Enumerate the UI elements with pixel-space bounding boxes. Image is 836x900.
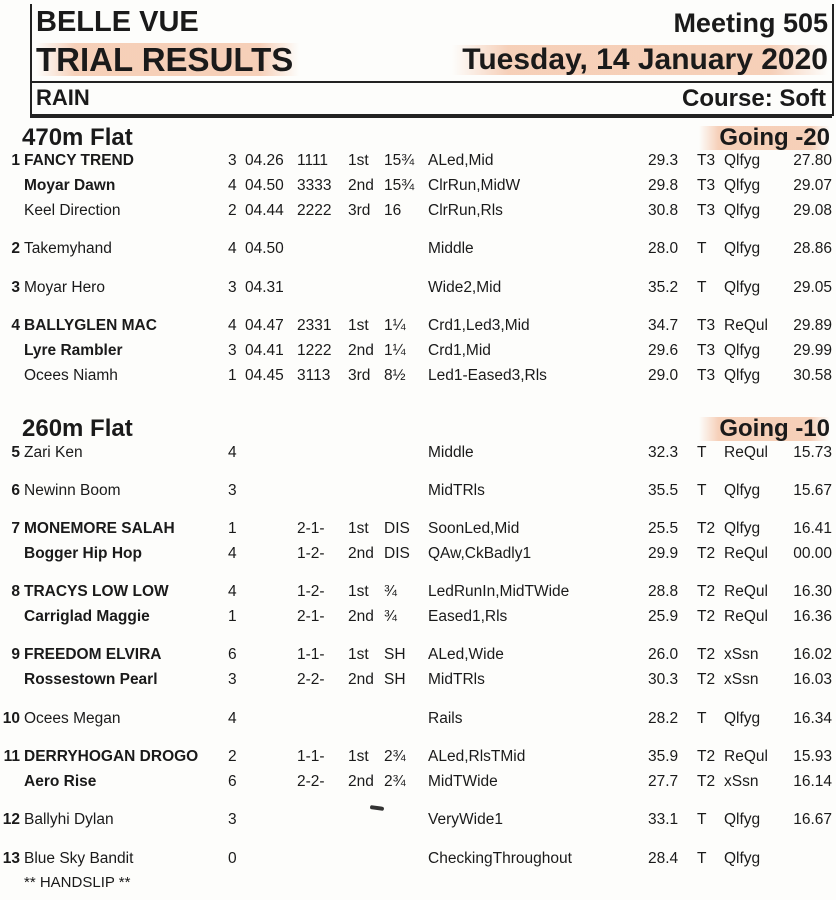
trial-type: T	[697, 710, 707, 727]
qualification: xSsn	[724, 646, 759, 663]
qualification: ReQul	[724, 444, 768, 461]
run-time: 16.41	[793, 520, 832, 537]
remarks: Middle	[428, 240, 474, 257]
table-row	[0, 315, 836, 337]
weight: 28.8	[648, 583, 679, 600]
weather: RAIN	[36, 85, 90, 110]
qualification: Qlfyg	[724, 811, 761, 828]
row-number: 12	[2, 811, 20, 828]
finish-position: 3rd	[348, 367, 371, 384]
qualification: Qlfyg	[724, 342, 761, 359]
distance: 2¾	[384, 773, 406, 790]
table-row	[0, 746, 836, 768]
split-time: 04.44	[245, 202, 284, 219]
weight: 28.0	[648, 240, 679, 257]
remarks: Crd1,Mid	[428, 342, 491, 359]
trap: 3	[228, 342, 237, 359]
weight: 29.8	[648, 177, 679, 194]
distance: 8½	[384, 367, 406, 384]
table-row	[0, 442, 836, 464]
qualification: Qlfyg	[724, 520, 761, 537]
row-number: 7	[11, 520, 20, 537]
trap: 4	[228, 240, 237, 257]
trial-type: T	[697, 482, 707, 499]
row-number: 10	[2, 710, 20, 727]
run-time: 15.67	[793, 482, 832, 499]
run-time: 16.30	[793, 583, 832, 600]
qualification: ReQul	[724, 748, 768, 765]
run-time: 16.67	[793, 811, 832, 828]
dog-name: DERRYHOGAN DROGO	[24, 748, 199, 765]
distance: ¾	[384, 583, 397, 600]
trap: 4	[228, 545, 237, 562]
trial-type: T3	[697, 177, 716, 194]
handslip-note: ** HANDSLIP **	[24, 874, 131, 891]
run-time: 29.05	[793, 279, 832, 296]
run-time: 29.07	[793, 177, 832, 194]
split-time: 04.50	[245, 240, 284, 257]
distance: 16	[384, 202, 402, 219]
sectionals: 2-2-	[297, 671, 325, 688]
row-number: 8	[11, 583, 20, 600]
trap: 6	[228, 773, 237, 790]
table-row	[0, 238, 836, 260]
trap: 1	[228, 608, 237, 625]
weight: 30.8	[648, 202, 679, 219]
weight: 29.9	[648, 545, 679, 562]
sectionals: 1-1-	[297, 646, 325, 663]
sectionals: 3333	[297, 177, 332, 194]
qualification: Qlfyg	[724, 850, 761, 867]
trap: 4	[228, 710, 237, 727]
trial-type: T	[697, 279, 707, 296]
distance: SH	[384, 671, 406, 688]
trap: 1	[228, 367, 237, 384]
trial-type: T2	[697, 520, 716, 537]
remarks: SoonLed,Mid	[428, 520, 520, 537]
finish-position: 2nd	[348, 773, 374, 790]
finish-position: 1st	[348, 748, 369, 765]
dog-name: Bogger Hip Hop	[24, 545, 142, 562]
table-row	[0, 809, 836, 831]
run-time: 27.80	[793, 152, 832, 169]
distance: 1¼	[384, 342, 406, 359]
run-time: 15.73	[793, 444, 832, 461]
run-time: 16.02	[793, 646, 832, 663]
run-time: 29.89	[793, 317, 832, 334]
row-number: 1	[11, 152, 20, 169]
run-time: 16.34	[793, 710, 832, 727]
finish-position: 3rd	[348, 202, 371, 219]
weight: 25.5	[648, 520, 679, 537]
distance: DIS	[384, 520, 410, 537]
dog-name: Moyar Hero	[24, 279, 105, 296]
distance: 15¾	[384, 177, 415, 194]
trial-type: T2	[697, 545, 716, 562]
split-time: 04.31	[245, 279, 284, 296]
trial-type: T2	[697, 773, 716, 790]
dog-name: Rossestown Pearl	[24, 671, 158, 688]
sectionals: 2222	[297, 202, 332, 219]
remarks: Eased1,Rls	[428, 608, 508, 625]
weight: 30.3	[648, 671, 679, 688]
qualification: Qlfyg	[724, 710, 761, 727]
finish-position: 2nd	[348, 177, 374, 194]
dog-name: Carriglad Maggie	[24, 608, 150, 625]
qualification: xSsn	[724, 773, 759, 790]
trap: 4	[228, 444, 237, 461]
row-number: 2	[11, 240, 20, 257]
table-row	[0, 644, 836, 666]
weight: 25.9	[648, 608, 679, 625]
trial-type: T2	[697, 748, 716, 765]
run-time: 28.86	[793, 240, 832, 257]
table-row	[0, 200, 836, 222]
remarks: ClrRun,MidW	[428, 177, 521, 194]
sectionals: 2331	[297, 317, 332, 334]
run-time: 29.08	[793, 202, 832, 219]
trap: 1	[228, 520, 237, 537]
trial-type: T3	[697, 342, 716, 359]
distance: 1¼	[384, 317, 406, 334]
distance: ¾	[384, 608, 397, 625]
remarks: VeryWide1	[428, 811, 503, 828]
qualification: Qlfyg	[724, 177, 761, 194]
sectionals: 1-2-	[297, 583, 325, 600]
trial-type: T3	[697, 317, 716, 334]
table-row	[0, 848, 836, 870]
weight: 29.6	[648, 342, 679, 359]
remarks: ALed,RlsTMid	[428, 748, 526, 765]
sectionals: 2-1-	[297, 520, 325, 537]
finish-position: 2nd	[348, 545, 374, 562]
table-row	[0, 606, 836, 628]
section-title-470m: 470m Flat	[22, 124, 133, 151]
qualification: xSsn	[724, 671, 759, 688]
remarks: ClrRun,Rls	[428, 202, 503, 219]
run-time: 00.00	[793, 545, 832, 562]
row-number: 13	[2, 850, 20, 867]
trial-type: T	[697, 850, 707, 867]
finish-position: 1st	[348, 583, 369, 600]
remarks: LedRunIn,MidTWide	[428, 583, 570, 600]
row-number: 11	[3, 748, 20, 765]
table-row	[0, 669, 836, 691]
split-time: 04.50	[245, 177, 284, 194]
meeting-number: Meeting 505	[673, 8, 828, 38]
sectionals: 3113	[297, 367, 331, 384]
header-bottom-rule	[30, 116, 832, 118]
weight: 34.7	[648, 317, 679, 334]
dog-name: Keel Direction	[24, 202, 121, 219]
distance: 2¾	[384, 748, 406, 765]
table-row	[0, 480, 836, 502]
sectionals: 1-2-	[297, 545, 325, 562]
section-going-470m: Going -20	[699, 126, 830, 150]
qualification: Qlfyg	[724, 152, 761, 169]
remarks: ALed,Mid	[428, 152, 494, 169]
run-time: 16.14	[793, 773, 832, 790]
dog-name: Newinn Boom	[24, 482, 121, 499]
distance: 15¾	[384, 152, 415, 169]
table-row	[0, 175, 836, 197]
dog-name: Aero Rise	[24, 773, 97, 790]
trial-type: T2	[697, 671, 716, 688]
qualification: ReQul	[724, 317, 768, 334]
dog-name: Lyre Rambler	[24, 342, 123, 359]
remarks: Wide2,Mid	[428, 279, 502, 296]
trial-type: T2	[697, 608, 716, 625]
split-time: 04.47	[245, 317, 284, 334]
dog-name: MONEMORE SALAH	[24, 520, 175, 537]
split-time: 04.26	[245, 152, 284, 169]
remarks: MidTRls	[428, 482, 485, 499]
table-row	[0, 365, 836, 387]
finish-position: 2nd	[348, 671, 374, 688]
weight: 29.0	[648, 367, 679, 384]
finish-position: 1st	[348, 152, 369, 169]
qualification: ReQul	[724, 608, 768, 625]
course-condition: Course: Soft	[682, 85, 826, 112]
sectionals: 1-1-	[297, 748, 325, 765]
qualification: ReQul	[724, 583, 768, 600]
trap: 4	[228, 317, 237, 334]
dog-name: FANCY TREND	[24, 152, 134, 169]
trial-type: T3	[697, 367, 716, 384]
trap: 2	[228, 748, 237, 765]
weight: 26.0	[648, 646, 679, 663]
table-row	[0, 518, 836, 540]
qualification: Qlfyg	[724, 367, 761, 384]
trap: 3	[228, 279, 237, 296]
remarks: ALed,Wide	[428, 646, 504, 663]
run-time: 16.36	[793, 608, 832, 625]
finish-position: 1st	[348, 317, 369, 334]
table-row	[0, 340, 836, 362]
weight: 27.7	[648, 773, 679, 790]
qualification: Qlfyg	[724, 482, 761, 499]
row-number: 6	[11, 482, 20, 499]
section-title-260m: 260m Flat	[22, 415, 133, 442]
dog-name: Blue Sky Bandit	[24, 850, 134, 867]
venue-title: BELLE VUE	[36, 6, 199, 38]
split-time: 04.41	[245, 342, 284, 359]
row-number: 5	[11, 444, 20, 461]
weight: 28.4	[648, 850, 679, 867]
dog-name: Takemyhand	[24, 240, 112, 257]
table-row	[0, 708, 836, 730]
row-number: 4	[11, 317, 20, 334]
trap: 4	[228, 177, 237, 194]
qualification: ReQul	[724, 545, 768, 562]
dog-name: Ocees Niamh	[24, 367, 118, 384]
trial-type: T2	[697, 646, 716, 663]
header-divider	[30, 81, 832, 83]
run-time: 15.93	[793, 748, 832, 765]
weight: 35.9	[648, 748, 679, 765]
weight: 32.3	[648, 444, 679, 461]
remarks: MidTWide	[428, 773, 498, 790]
distance: DIS	[384, 545, 410, 562]
remarks: MidTRls	[428, 671, 485, 688]
table-row	[0, 277, 836, 299]
remarks: Rails	[428, 710, 463, 727]
weight: 33.1	[648, 811, 679, 828]
row-number: 3	[11, 279, 20, 296]
dog-name: Moyar Dawn	[24, 177, 116, 194]
dog-name: BALLYGLEN MAC	[24, 317, 157, 334]
trap: 3	[228, 811, 237, 828]
document-title: TRIAL RESULTS	[36, 43, 299, 76]
finish-position: 2nd	[348, 342, 374, 359]
qualification: Qlfyg	[724, 202, 761, 219]
run-time: 30.58	[793, 367, 832, 384]
trial-type: T3	[697, 202, 716, 219]
trap: 4	[228, 583, 237, 600]
finish-position: 1st	[348, 646, 369, 663]
trap: 3	[228, 671, 237, 688]
sectionals: 2-2-	[297, 773, 325, 790]
remarks: Middle	[428, 444, 474, 461]
remarks: QAw,CkBadly1	[428, 545, 532, 562]
sectionals: 2-1-	[297, 608, 325, 625]
dog-name: Ocees Megan	[24, 710, 121, 727]
row-number: 9	[11, 646, 20, 663]
finish-position: 1st	[348, 520, 369, 537]
trap: 3	[228, 152, 237, 169]
trial-type: T	[697, 811, 707, 828]
split-time: 04.45	[245, 367, 284, 384]
table-row	[0, 150, 836, 172]
weight: 35.2	[648, 279, 679, 296]
trial-type: T2	[697, 583, 716, 600]
trap: 0	[228, 850, 237, 867]
dog-name: Zari Ken	[24, 444, 83, 461]
weight: 29.3	[648, 152, 679, 169]
distance: SH	[384, 646, 406, 663]
table-row	[0, 581, 836, 603]
remarks: CheckingThroughout	[428, 850, 572, 867]
trial-type: T	[697, 444, 707, 461]
trap: 3	[228, 482, 237, 499]
dog-name: Ballyhi Dylan	[24, 811, 114, 828]
trial-type: T3	[697, 152, 716, 169]
table-row	[0, 543, 836, 565]
qualification: Qlfyg	[724, 279, 761, 296]
run-time: 29.99	[793, 342, 832, 359]
remarks: Led1-Eased3,Rls	[428, 367, 547, 384]
remarks: Crd1,Led3,Mid	[428, 317, 530, 334]
finish-position: 2nd	[348, 608, 374, 625]
dog-name: TRACYS LOW LOW	[24, 583, 169, 600]
section-going-260m: Going -10	[699, 417, 830, 441]
trap: 2	[228, 202, 237, 219]
weight: 28.2	[648, 710, 679, 727]
weight: 35.5	[648, 482, 679, 499]
sectionals: 1111	[297, 152, 329, 169]
meeting-date: Tuesday, 14 January 2020	[452, 45, 828, 75]
trap: 6	[228, 646, 237, 663]
qualification: Qlfyg	[724, 240, 761, 257]
sectionals: 1222	[297, 342, 332, 359]
table-row	[0, 771, 836, 793]
trial-type: T	[697, 240, 707, 257]
dog-name: FREEDOM ELVIRA	[24, 646, 162, 663]
run-time: 16.03	[793, 671, 832, 688]
